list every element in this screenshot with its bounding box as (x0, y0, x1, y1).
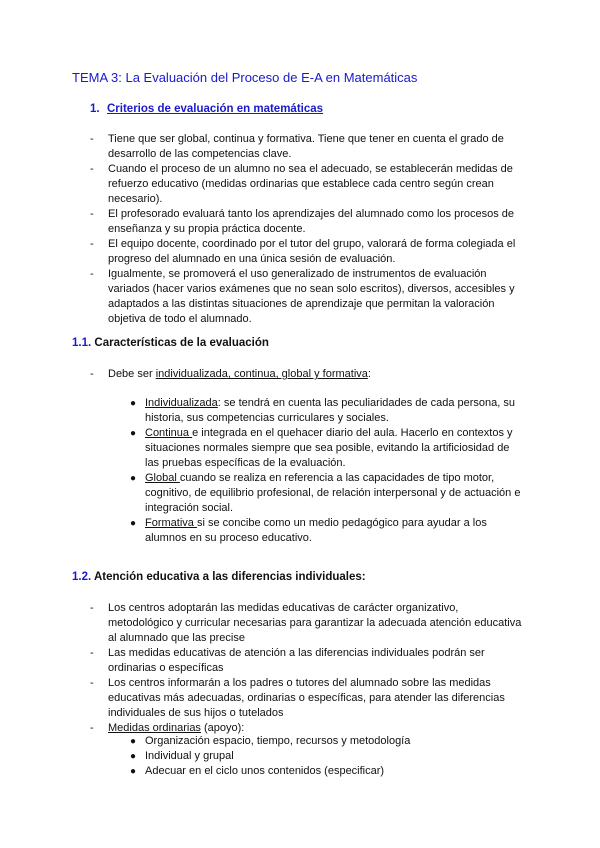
section-1-2-number: 1.2. (72, 571, 92, 583)
section-1-2-heading (72, 571, 366, 583)
list-item: ● Individual y grupal (130, 750, 234, 762)
section-1-1-number: 1.1. (72, 337, 92, 349)
section-1-number: 1. (90, 103, 100, 115)
list-item: ● Global cuando se realiza en referencia a las capacidades de tipo motor, cognitivo, de equilibrio profesional, de relación interpersonal y de actuación e integración social. (130, 472, 521, 514)
list-item: - Cuando el proceso de un alumno no sea el adecuado, se establecerán medidas de refuerzo educativo (medidas ordinarias que establece cada centro según crean necesario). (90, 163, 513, 205)
section-1-heading (90, 103, 323, 115)
ordinary-measures-list (0, 734, 525, 779)
list-item: ● Organización espacio, tiempo, recursos y metodología (130, 735, 411, 747)
list-item: - El equipo docente, coordinado por el tutor del grupo, valorará de forma colegiada el progreso del alumnado en una única sesión de evaluación. (90, 238, 516, 265)
section-1-2-list (0, 601, 600, 736)
document-title: TEMA 3: La Evaluación del Proceso de E-A en Matemáticas (72, 70, 418, 85)
list-item: ● Continua e integrada en el quehacer diario del aula. Hacerlo en contextos y situaciones normales siempre que sea posible, evitando la artificiosidad de las pruebas específicas de la evaluación. (130, 427, 513, 469)
list-item: - Los centros informarán a los padres o tutores del alumnado sobre las medidas educativas más adecuadas, ordinarias o específicas, para atender las diferencias individuales de sus hijos o tutelados (90, 677, 505, 719)
section-1-2-title: Atención educativa a las diferencias individuales: (93, 571, 366, 583)
evaluation-types-underlined: individualizada, continua, global y formativa (155, 368, 368, 380)
list-item: - Igualmente, se promoverá el uso generalizado de instrumentos de evaluación variados (hacer varios exámenes que no sean solo escritos), diversos, accesibles y adaptados a las distintas situaciones de aprendizaje que permitan la valoración objetiva de todo el alumnado. (90, 268, 515, 325)
list-item: - Los centros adoptarán las medidas educativas de carácter organizativo, metodológico y curricular necesarias para garantizar la adecuada atención educativa al alumnado que las precise (90, 602, 522, 644)
list-item: - El profesorado evaluará tanto los aprendizajes del alumnado como los procesos de enseñanza y su propia práctica docente. (90, 208, 515, 235)
ordinary-measures-underlined: Medidas ordinarias (108, 722, 201, 734)
section-1-1-title: Características de la evaluación (94, 337, 269, 349)
list-item: - Las medidas educativas de atención a las diferencias individuales podrán ser ordinarias o específicas (90, 647, 485, 674)
characteristics-list (0, 396, 525, 546)
list-item: ● Adecuar en el ciclo unos contenidos (especificar) (130, 765, 385, 777)
list-item: ● Individualizada: se tendrá en cuenta las peculiaridades de cada persona, su historia, sus competencias curriculares y sociales. (130, 397, 515, 424)
list-item: - Debe ser individualizada, continua, global y formativa: (90, 368, 371, 380)
list-item: - Medidas ordinarias (apoyo): (90, 722, 245, 734)
section-1-list (0, 132, 600, 327)
section-1-1-intro (0, 367, 600, 382)
section-1-1-heading (72, 337, 269, 349)
list-item: ● Formativa si se concibe como un medio pedagógico para ayudar a los alumnos en su proceso educativo. (130, 517, 487, 544)
section-1-title: Criterios de evaluación en matemáticas (107, 103, 324, 115)
list-item: - Tiene que ser global, continua y formativa. Tiene que tener en cuenta el grado de desarrollo de las competencias clave. (90, 133, 504, 160)
